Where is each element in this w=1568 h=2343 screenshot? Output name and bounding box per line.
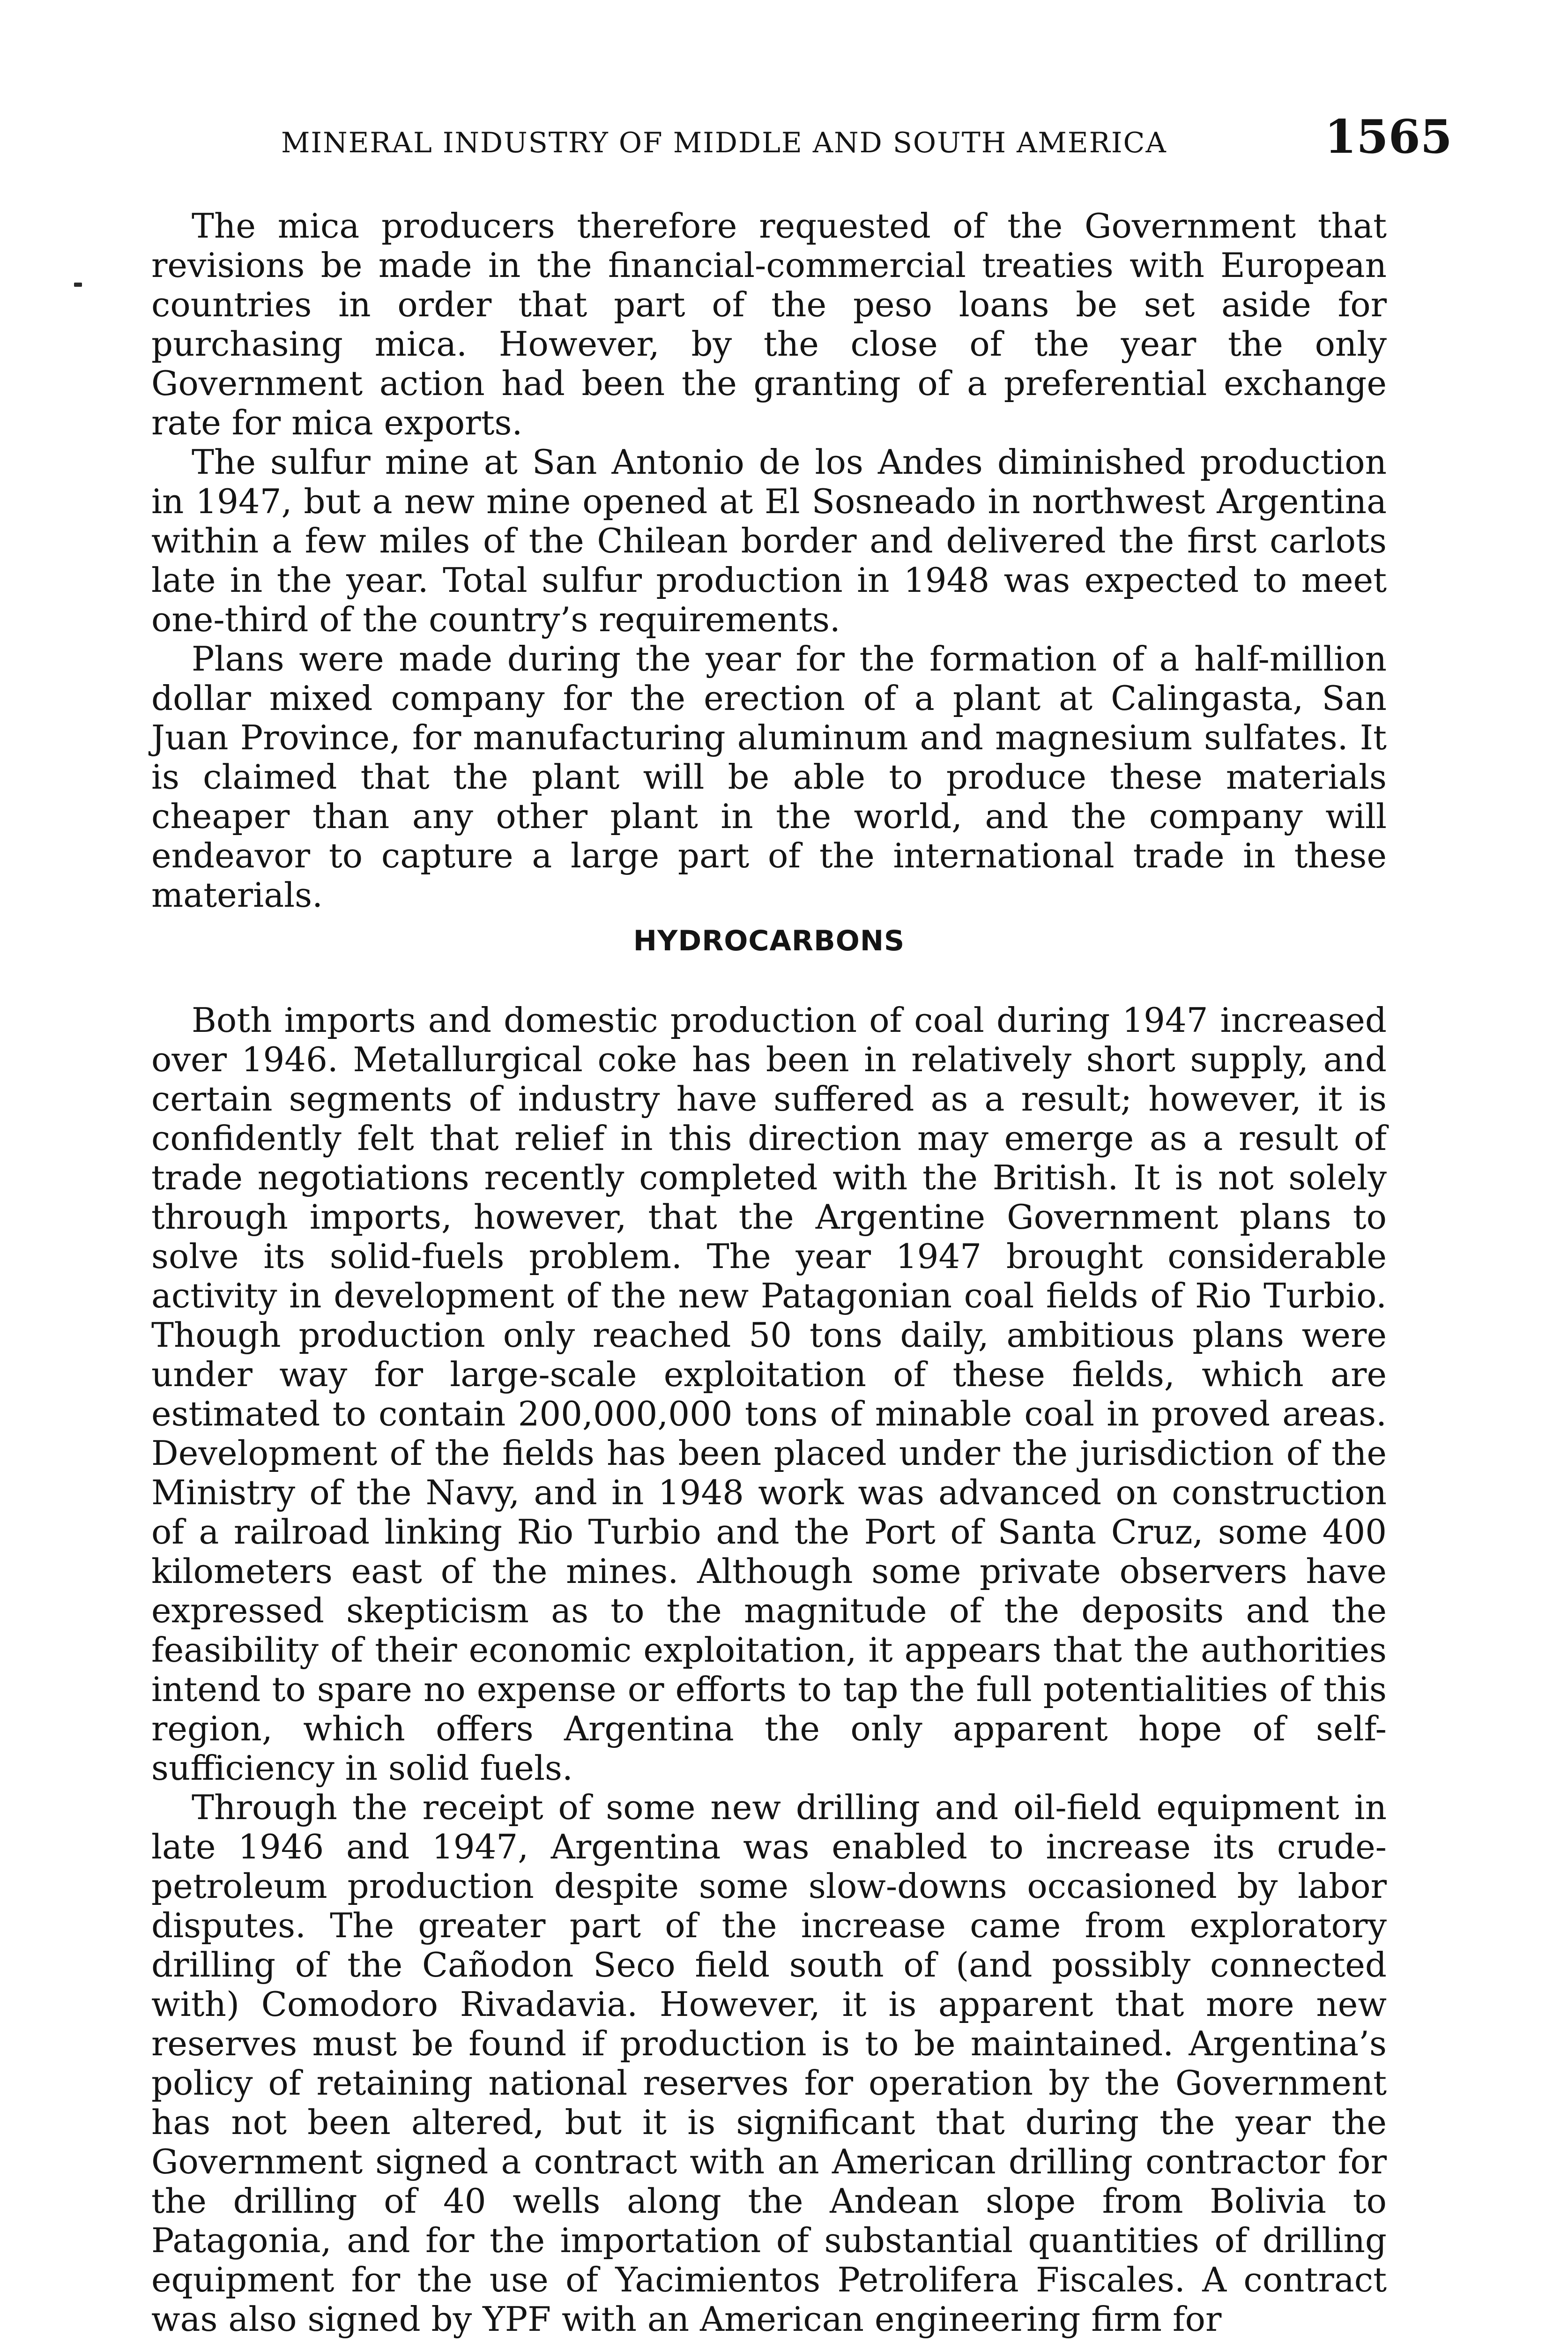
paragraph-coal: Both imports and domestic production of coal during 1947 increased over 1946. Metallurgical coke has been in relatively short supply, and certain segments of industry have suffered as a result; however, it is confidently felt that relief in this direction may emerge as a result of trade negotiations recently completed with the British. It is not solely through imports, however, that the Argentine Government plans to solve its solid-fuels problem. The year 1947 brought considerable activity in development of the new Patagonian coal fields of Rio Turbio. Though production only reached 50 tons daily, ambitious plans were under way for large-scale exploitation of these fields, which are estimated to contain 200,000,000 tons of minable coal in proved areas. Development of the fields has been placed under the jurisdiction of the Ministry of the Navy, and in 1948 work was advanced on construction of a railroad linking Rio Turbio and the Port of Santa Cruz, some 400 kilometers east of the mines. Although some private observers have expressed skepticism as to the magnitude of the deposits and the feasibility of their economic exploitation, it appears that the authorities intend to spare no expense or efforts to tap the full potentialities of this region, which offers Argentina the only apparent hope of self-sufficiency in solid fuels. (151, 1000, 1387, 1788)
paragraph-sulfur: The sulfur mine at San Antonio de los Andes diminished production in 1947, but a new mine opened at El Sosneado in northwest Argentina within a few miles of the Chilean border and delivered the first carlots late in the year. Total sulfur production in 1948 was expected to meet one-third of the country’s requirements. (151, 442, 1387, 639)
paragraph-petroleum: Through the receipt of some new drilling and oil-field equipment in late 1946 and 1947, Argentina was enabled to increase its crude-petroleum production despite some slow-downs occasioned by labor disputes. The greater part of the increase came from exploratory drilling of the Cañodon Seco field south of (and possibly connected with) Comodoro Rivadavia. However, it is apparent that more new reserves must be found if production is to be maintained. Argentina’s policy of retaining national reserves for operation by the Government has not been altered, but it is significant that during the year the Government signed a contract with an American drilling contractor for the drilling of 40 wells along the Andean slope from Bolivia to Patagonia, and for the importation of substantial quantities of drilling equipment for the use of Yacimientos Petrolifera Fiscales. A contract was also signed by YPF with an American engineering firm for (151, 1788, 1387, 2339)
running-head: MINERAL INDUSTRY OF MIDDLE AND SOUTH AMERICA (281, 127, 1167, 159)
body-text-hydrocarbons (151, 1000, 1387, 2339)
paragraph-sulfates: Plans were made during the year for the formation of a half-million dollar mixed company for the erection of a plant at Calingasta, San Juan Province, for manufacturing aluminum and magnesium sulfates. It is claimed that the plant will be able to produce these materials cheaper than any other plant in the world, and the company will endeavor to capture a large part of the international trade in these materials. (151, 639, 1387, 915)
section-heading-hydrocarbons: HYDROCARBONS (633, 925, 905, 957)
body-text-top (151, 206, 1387, 915)
page-number: 1565 (1324, 110, 1452, 164)
paragraph-mica: The mica producers therefore requested of the Government that revisions be made in the financial-commercial treaties with European countries in order that part of the peso loans be set aside for purchasing mica. However, by the close of the year the only Government action had been the granting of a preferential exchange rate for mica exports. (151, 206, 1387, 442)
margin-mark (74, 283, 82, 287)
